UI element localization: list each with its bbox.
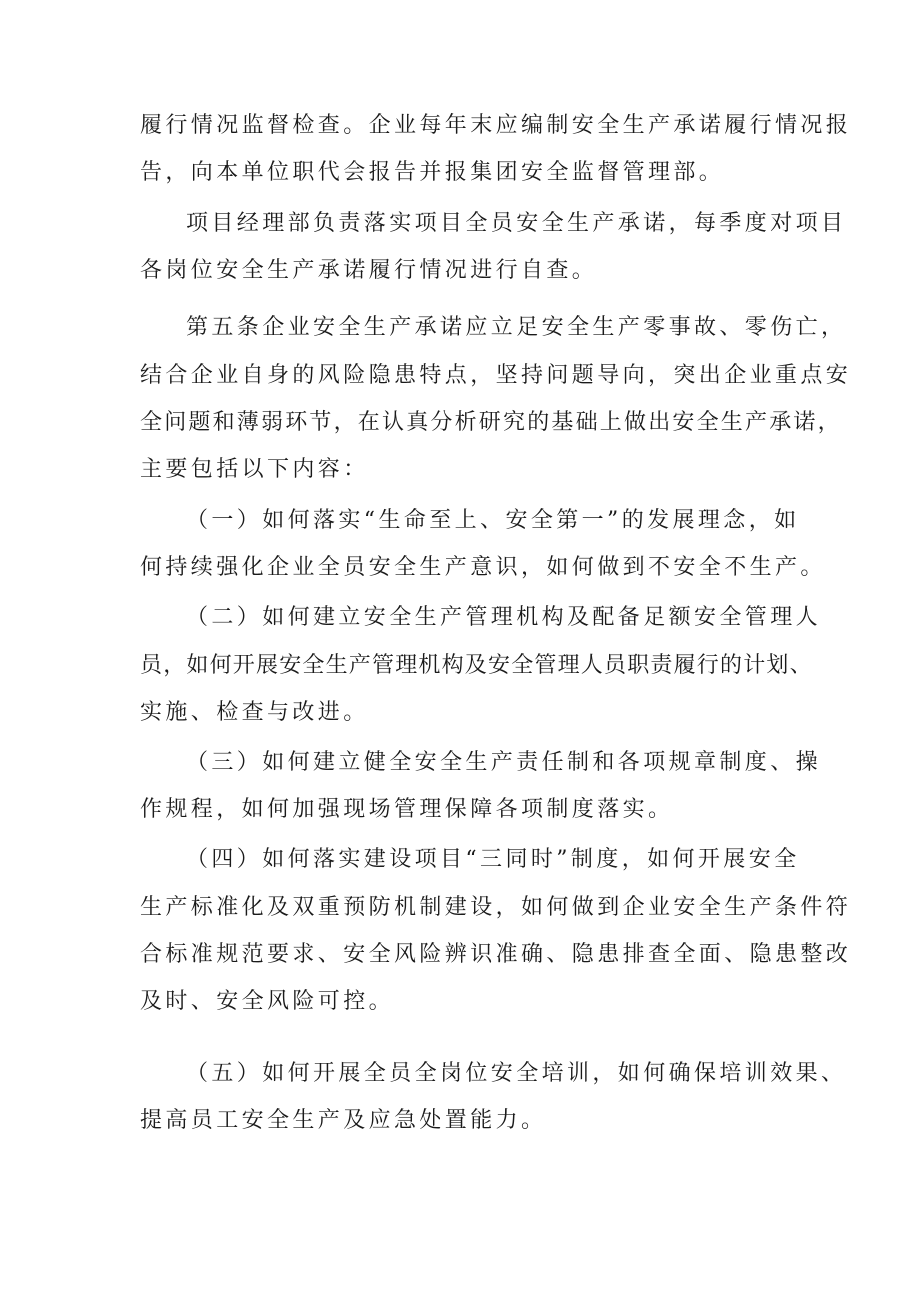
paragraph-line: 提高员工安全生产及应急处置能力。 bbox=[140, 1108, 547, 1133]
list-item-3-line: （三）如何建立健全安全生产责任制和各项规章制度、操 bbox=[186, 750, 822, 775]
list-item-4-line: （四）如何落实建设项目“三同时”制度，如何开展安全 bbox=[186, 847, 800, 872]
paragraph-line: 何持续强化企业全员安全生产意识，如何做到不安全不生产。 bbox=[140, 555, 826, 580]
paragraph-line: 员，如何开展安全生产管理机构及安全管理人员职责履行的计划、 bbox=[140, 653, 813, 678]
paragraph-line: 作规程，如何加强现场管理保障各项制度落实。 bbox=[140, 797, 674, 822]
paragraph-line: 结合企业自身的风险隐患特点，坚持问题导向，突出企业重点安 bbox=[140, 363, 852, 388]
paragraph-line: 实施、检查与改进。 bbox=[140, 700, 369, 725]
list-item-5-line: （五）如何开展全员全岗位安全培训，如何确保培训效果、 bbox=[186, 1061, 847, 1086]
article-heading-line: 第五条企业安全生产承诺应立足安全生产零事故、零伤亡， bbox=[186, 315, 847, 340]
list-item-2-line: （二）如何建立安全生产管理机构及配备足额安全管理人 bbox=[186, 605, 822, 630]
paragraph-line: 合标准规范要求、安全风险辨识准确、隐患排查全面、隐患整改 bbox=[140, 942, 852, 967]
paragraph-line: 告，向本单位职代会报告并报集团安全监督管理部。 bbox=[140, 160, 725, 185]
paragraph-line: 履行情况监督检查。企业每年末应编制安全生产承诺履行情况报 bbox=[140, 113, 852, 138]
list-item-1-line: （一）如何落实“生命至上、安全第一”的发展理念，如 bbox=[186, 508, 800, 533]
paragraph-line: 及时、安全风险可控。 bbox=[140, 989, 395, 1014]
paragraph-line: 项目经理部负责落实项目全员安全生产承诺，每季度对项目 bbox=[186, 211, 847, 236]
paragraph-line: 生产标准化及双重预防机制建设，如何做到企业安全生产条件符 bbox=[140, 895, 852, 920]
paragraph-line: 各岗位安全生产承诺履行情况进行自查。 bbox=[140, 258, 598, 283]
paragraph-line: 全问题和薄弱环节，在认真分析研究的基础上做出安全生产承诺， bbox=[140, 410, 842, 435]
paragraph-line: 主要包括以下内容： bbox=[140, 457, 369, 482]
